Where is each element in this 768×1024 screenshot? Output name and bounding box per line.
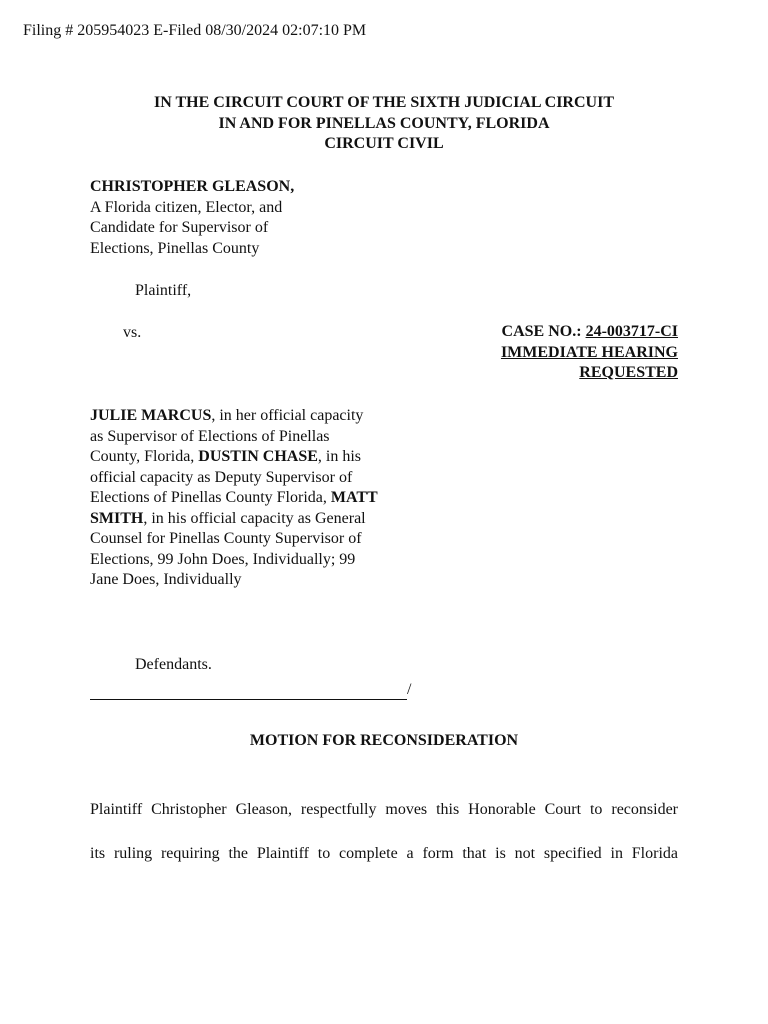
- case-number-line: [501, 322, 678, 343]
- plaintiff-name: CHRISTOPHER GLEASON,: [90, 178, 295, 195]
- court-line-2: IN AND FOR PINELLAS COUNTY, FLORIDA: [218, 114, 550, 132]
- defendant-text-2: , in his official capacity as Deputy Supervisor of Elections of Pinellas County Florida,: [90, 448, 362, 506]
- plaintiff-desc-3: Elections, Pinellas County: [90, 239, 260, 257]
- caption-rule: [90, 686, 407, 700]
- hearing-line-1: IMMEDIATE HEARING: [500, 343, 678, 361]
- motion-body-line-2: its ruling requiring the Plaintiff to complete a form that is not specified in Florida: [90, 845, 678, 862]
- case-info: [501, 322, 678, 384]
- court-caption: [90, 93, 678, 155]
- filing-stamp: Filing # 205954023 E-Filed 08/30/2024 02:07:10 PM: [23, 22, 367, 39]
- defendant-text-1: , in her official capacity as Supervisor of Elections of Pinellas County, Florida,: [90, 407, 364, 465]
- versus-label: vs.: [123, 324, 142, 341]
- defendant-text-3: , in his official capacity as General Counsel for Pinellas County Supervisor of Elections, 99 John Does, Individually; 99 Jane Does, Individually: [90, 509, 366, 588]
- motion-body-line-1: Plaintiff Christopher Gleason, respectfully moves this Honorable Court to reconsider: [90, 801, 678, 818]
- plaintiff-desc-2: Candidate for Supervisor of: [90, 219, 269, 236]
- plaintiff-desc-1: A Florida citizen, Elector, and: [90, 198, 283, 216]
- caption-slash: /: [407, 681, 412, 698]
- plaintiff-block: [90, 177, 390, 259]
- defendants-label: Defendants.: [135, 656, 212, 673]
- case-number-label: CASE NO.:: [501, 323, 586, 340]
- plaintiff-label: Plaintiff,: [135, 282, 192, 299]
- motion-title: MOTION FOR RECONSIDERATION: [249, 732, 519, 749]
- defendant-name-3: MATT SMITH: [90, 489, 378, 527]
- defendant-name-1: JULIE MARCUS: [90, 407, 212, 424]
- court-line-3: CIRCUIT CIVIL: [324, 135, 444, 152]
- court-line-1: IN THE CIRCUIT COURT OF THE SIXTH JUDICIAL CIRCUIT: [154, 94, 614, 111]
- defendant-name-2: DUSTIN CHASE: [198, 448, 318, 465]
- defendants-block: [90, 406, 380, 591]
- hearing-line-2: REQUESTED: [579, 364, 678, 381]
- case-number: 24-003717-CI: [585, 323, 678, 340]
- caption-divider: [90, 680, 411, 700]
